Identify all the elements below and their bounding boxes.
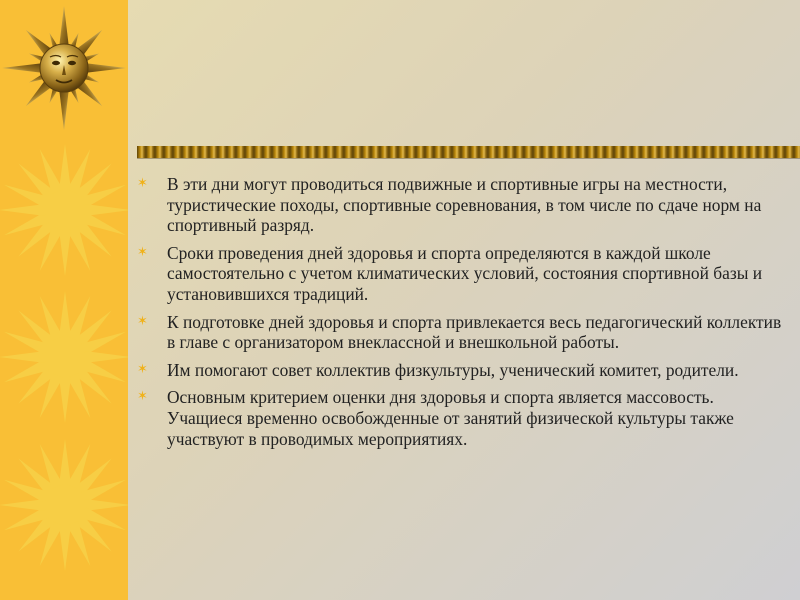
star-bullet-icon: ✶	[137, 313, 148, 329]
decorative-sidebar	[0, 0, 128, 600]
sun-icon	[0, 141, 128, 279]
bullet-text: В эти дни могут проводиться подвижные и спортивные игры на местности, туристические походы, спортивные соревнования, в том числе по сдаче норм на спортивный разряд.	[167, 174, 762, 236]
gold-divider-bar	[137, 146, 800, 158]
list-item	[134, 387, 784, 449]
list-item	[134, 360, 784, 381]
bullet-text: Сроки проведения дней здоровья и спорта определяются в каждой школе самостоятельно с учетом климатических условий, состояния спортивной базы и установившихся традиций.	[167, 242, 763, 304]
star-bullet-icon: ✶	[137, 176, 148, 191]
golden-sun-face-icon	[0, 2, 128, 134]
bullet-list	[134, 174, 784, 456]
bullet-text: Им помогают совет коллектив физкультуры, ученический комитет, родители.	[167, 359, 739, 380]
list-item	[134, 243, 784, 305]
star-bullet-icon: ✶	[137, 389, 148, 405]
sun-icon	[0, 436, 128, 574]
sun-icon	[0, 288, 128, 426]
bullet-text: К подготовке дней здоровья и спорта привлекается весь педагогический коллектив в главе с организатором внеклассной и внешкольной работы.	[167, 311, 782, 353]
list-item	[134, 312, 784, 353]
bullet-text: Основным критерием оценки дня здоровья и спорта является массовость. Учащиеся временно освобожденные от занятий физической культуры также участвуют в проводимых мероприятиях.	[167, 387, 734, 449]
star-bullet-icon: ✶	[137, 361, 148, 377]
star-bullet-icon: ✶	[137, 244, 148, 260]
list-item	[134, 174, 784, 236]
